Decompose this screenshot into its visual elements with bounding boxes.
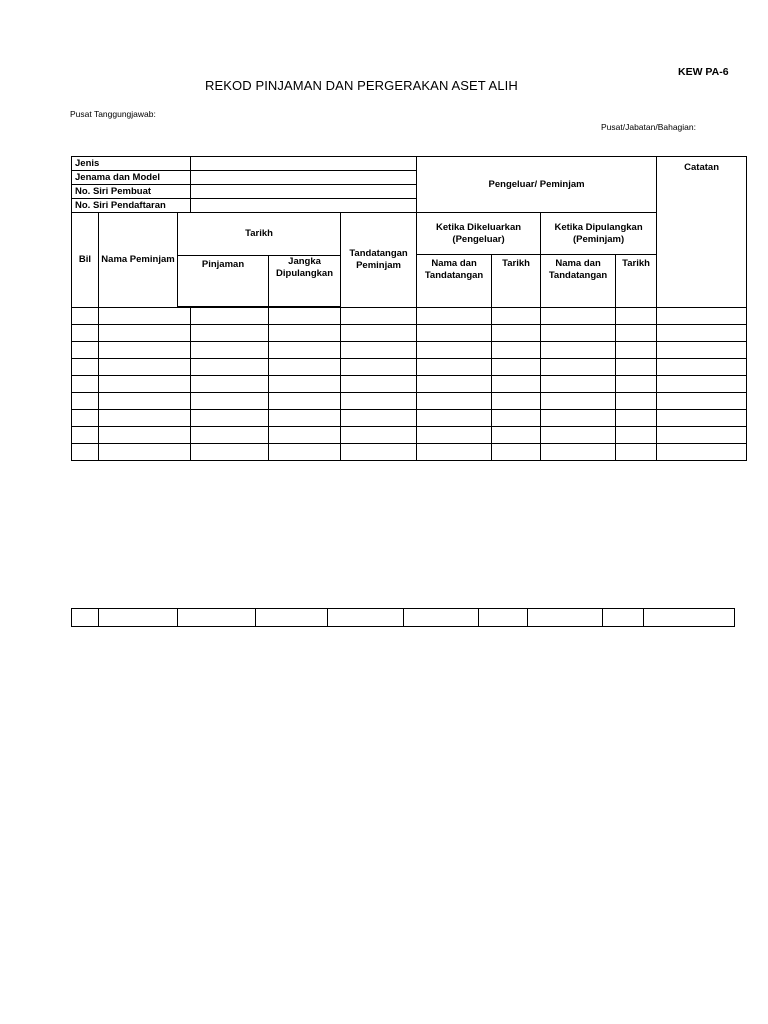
- table-cell[interactable]: [492, 342, 541, 359]
- table-cell[interactable]: [72, 444, 99, 461]
- table-cell[interactable]: [657, 410, 747, 427]
- table-row: [72, 427, 747, 444]
- bil-header: Bil: [72, 213, 99, 308]
- jenis-label: Jenis: [72, 157, 191, 171]
- table-cell[interactable]: [99, 359, 191, 376]
- table-cell[interactable]: [72, 308, 99, 325]
- table-cell[interactable]: [417, 342, 492, 359]
- table-cell[interactable]: [99, 325, 191, 342]
- table-cell[interactable]: [191, 427, 269, 444]
- table-cell[interactable]: [99, 410, 191, 427]
- table-cell[interactable]: [191, 342, 269, 359]
- table-row: [72, 342, 747, 359]
- table-cell[interactable]: [72, 359, 99, 376]
- tandatangan-peminjam-header: Tandatangan Peminjam: [341, 213, 417, 308]
- table-cell[interactable]: [404, 609, 479, 627]
- pengeluar-peminjam-header: Pengeluar/ Peminjam: [417, 157, 657, 213]
- table-cell[interactable]: [341, 376, 417, 393]
- table-cell[interactable]: [178, 609, 256, 627]
- table-cell[interactable]: [99, 393, 191, 410]
- table-cell[interactable]: [616, 325, 657, 342]
- table-cell[interactable]: [72, 393, 99, 410]
- table-cell[interactable]: [256, 609, 328, 627]
- table-cell[interactable]: [657, 393, 747, 410]
- table-cell[interactable]: [616, 342, 657, 359]
- pusat-tanggungjawab-label: Pusat Tanggungjawab:: [70, 109, 156, 119]
- tarikh-pengeluar-header: Tarikh: [492, 255, 541, 308]
- table-cell[interactable]: [191, 410, 269, 427]
- pusat-jabatan-bahagian-label: Pusat/Jabatan/Bahagian:: [601, 122, 696, 132]
- table-cell[interactable]: [99, 308, 191, 325]
- table-cell[interactable]: [269, 342, 341, 359]
- tarikh-header: Tarikh: [178, 213, 341, 256]
- table-cell[interactable]: [657, 376, 747, 393]
- table-cell[interactable]: [417, 325, 492, 342]
- table-cell[interactable]: [72, 376, 99, 393]
- table-cell[interactable]: [616, 444, 657, 461]
- table-cell[interactable]: [541, 376, 616, 393]
- table-cell[interactable]: [417, 427, 492, 444]
- extra-rows: [72, 609, 735, 627]
- table-cell[interactable]: [616, 393, 657, 410]
- table-cell[interactable]: [417, 359, 492, 376]
- asset-loan-table: [71, 156, 747, 461]
- pinjaman-header: Pinjaman: [178, 256, 269, 307]
- table-cell[interactable]: [541, 393, 616, 410]
- table-cell[interactable]: [616, 359, 657, 376]
- table-cell[interactable]: [603, 609, 644, 627]
- table-cell[interactable]: [657, 325, 747, 342]
- table-cell[interactable]: [72, 427, 99, 444]
- table-cell[interactable]: [616, 308, 657, 325]
- table-cell[interactable]: [99, 444, 191, 461]
- table-cell[interactable]: [328, 609, 404, 627]
- table-cell[interactable]: [269, 410, 341, 427]
- table-cell[interactable]: [492, 376, 541, 393]
- table-cell[interactable]: [616, 427, 657, 444]
- table-cell[interactable]: [657, 308, 747, 325]
- table-cell[interactable]: [657, 444, 747, 461]
- table-cell[interactable]: [644, 609, 735, 627]
- info-row-jenis: [72, 157, 747, 171]
- table-cell[interactable]: [341, 444, 417, 461]
- nama-peminjam-header: Nama Peminjam: [99, 213, 178, 308]
- table-cell[interactable]: [341, 308, 417, 325]
- table-cell[interactable]: [269, 325, 341, 342]
- table-cell[interactable]: [541, 325, 616, 342]
- table-cell[interactable]: [492, 427, 541, 444]
- table-row: [72, 376, 747, 393]
- form-code: KEW PA-6: [678, 66, 729, 78]
- table-row: [72, 308, 747, 325]
- jenama-value-field[interactable]: [191, 171, 417, 185]
- table-cell[interactable]: [191, 376, 269, 393]
- catatan-header: Catatan: [657, 157, 747, 308]
- table-cell[interactable]: [269, 444, 341, 461]
- table-cell[interactable]: [616, 376, 657, 393]
- nama-tandatangan-peminjam-header: Nama dan Tandatangan: [541, 255, 616, 308]
- table-row: [72, 410, 747, 427]
- table-cell[interactable]: [269, 359, 341, 376]
- table-cell[interactable]: [541, 427, 616, 444]
- table-cell[interactable]: [492, 308, 541, 325]
- table-cell[interactable]: [72, 325, 99, 342]
- header-row-1: [72, 213, 747, 255]
- table-cell[interactable]: [417, 393, 492, 410]
- extra-row-table: [71, 608, 735, 627]
- table-cell[interactable]: [341, 325, 417, 342]
- table-cell[interactable]: [99, 376, 191, 393]
- table-cell[interactable]: [492, 444, 541, 461]
- table-cell[interactable]: [269, 427, 341, 444]
- table-cell[interactable]: [417, 410, 492, 427]
- table-cell[interactable]: [99, 609, 178, 627]
- table-cell[interactable]: [657, 359, 747, 376]
- table-cell[interactable]: [341, 342, 417, 359]
- table-cell[interactable]: [541, 410, 616, 427]
- table-cell[interactable]: [657, 427, 747, 444]
- siri-pembuat-label: No. Siri Pembuat: [72, 185, 191, 199]
- table-cell[interactable]: [191, 325, 269, 342]
- table-cell[interactable]: [72, 410, 99, 427]
- table-row: [72, 393, 747, 410]
- table-cell[interactable]: [99, 342, 191, 359]
- tarikh-peminjam-header: Tarikh: [616, 255, 657, 308]
- ketika-dikeluarkan-header: Ketika Dikeluarkan (Pengeluar): [417, 213, 541, 255]
- table-cell[interactable]: [492, 410, 541, 427]
- table-cell[interactable]: [269, 393, 341, 410]
- table-cell[interactable]: [99, 427, 191, 444]
- extra-table-row: [72, 609, 735, 627]
- table-cell[interactable]: [72, 342, 99, 359]
- table-cell[interactable]: [616, 410, 657, 427]
- table-cell[interactable]: [541, 342, 616, 359]
- table-cell[interactable]: [492, 325, 541, 342]
- table-cell[interactable]: [541, 359, 616, 376]
- table-cell[interactable]: [417, 308, 492, 325]
- nama-tandatangan-pengeluar-header: Nama dan Tandatangan: [417, 255, 492, 308]
- table-cell[interactable]: [341, 427, 417, 444]
- table-cell[interactable]: [479, 609, 528, 627]
- jangka-dipulangkan-header: Jangka Dipulangkan: [269, 256, 341, 307]
- siri-pendaftaran-value-field[interactable]: [191, 199, 417, 213]
- jenis-value-field[interactable]: [191, 157, 417, 171]
- table-cell[interactable]: [417, 444, 492, 461]
- table-cell[interactable]: [541, 444, 616, 461]
- table-cell[interactable]: [492, 359, 541, 376]
- table-cell[interactable]: [528, 609, 603, 627]
- table-cell[interactable]: [191, 393, 269, 410]
- table-cell[interactable]: [191, 308, 269, 325]
- table-cell[interactable]: [341, 359, 417, 376]
- ketika-dipulangkan-header: Ketika Dipulangkan (Peminjam): [541, 213, 657, 255]
- table-cell[interactable]: [191, 444, 269, 461]
- table-cell[interactable]: [341, 410, 417, 427]
- table-cell[interactable]: [417, 376, 492, 393]
- siri-pendaftaran-label: No. Siri Pendaftaran: [72, 199, 191, 213]
- table-cell[interactable]: [191, 359, 269, 376]
- table-cell[interactable]: [269, 376, 341, 393]
- data-rows: [72, 308, 747, 461]
- table-cell[interactable]: [269, 308, 341, 325]
- table-cell[interactable]: [541, 308, 616, 325]
- jenama-label: Jenama dan Model: [72, 171, 191, 185]
- table-row: [72, 325, 747, 342]
- siri-pembuat-value-field[interactable]: [191, 185, 417, 199]
- table-row: [72, 359, 747, 376]
- table-cell[interactable]: [657, 342, 747, 359]
- form-title: REKOD PINJAMAN DAN PERGERAKAN ASET ALIH: [205, 78, 518, 93]
- table-cell[interactable]: [72, 609, 99, 627]
- table-cell[interactable]: [492, 393, 541, 410]
- table-row: [72, 444, 747, 461]
- table-cell[interactable]: [341, 393, 417, 410]
